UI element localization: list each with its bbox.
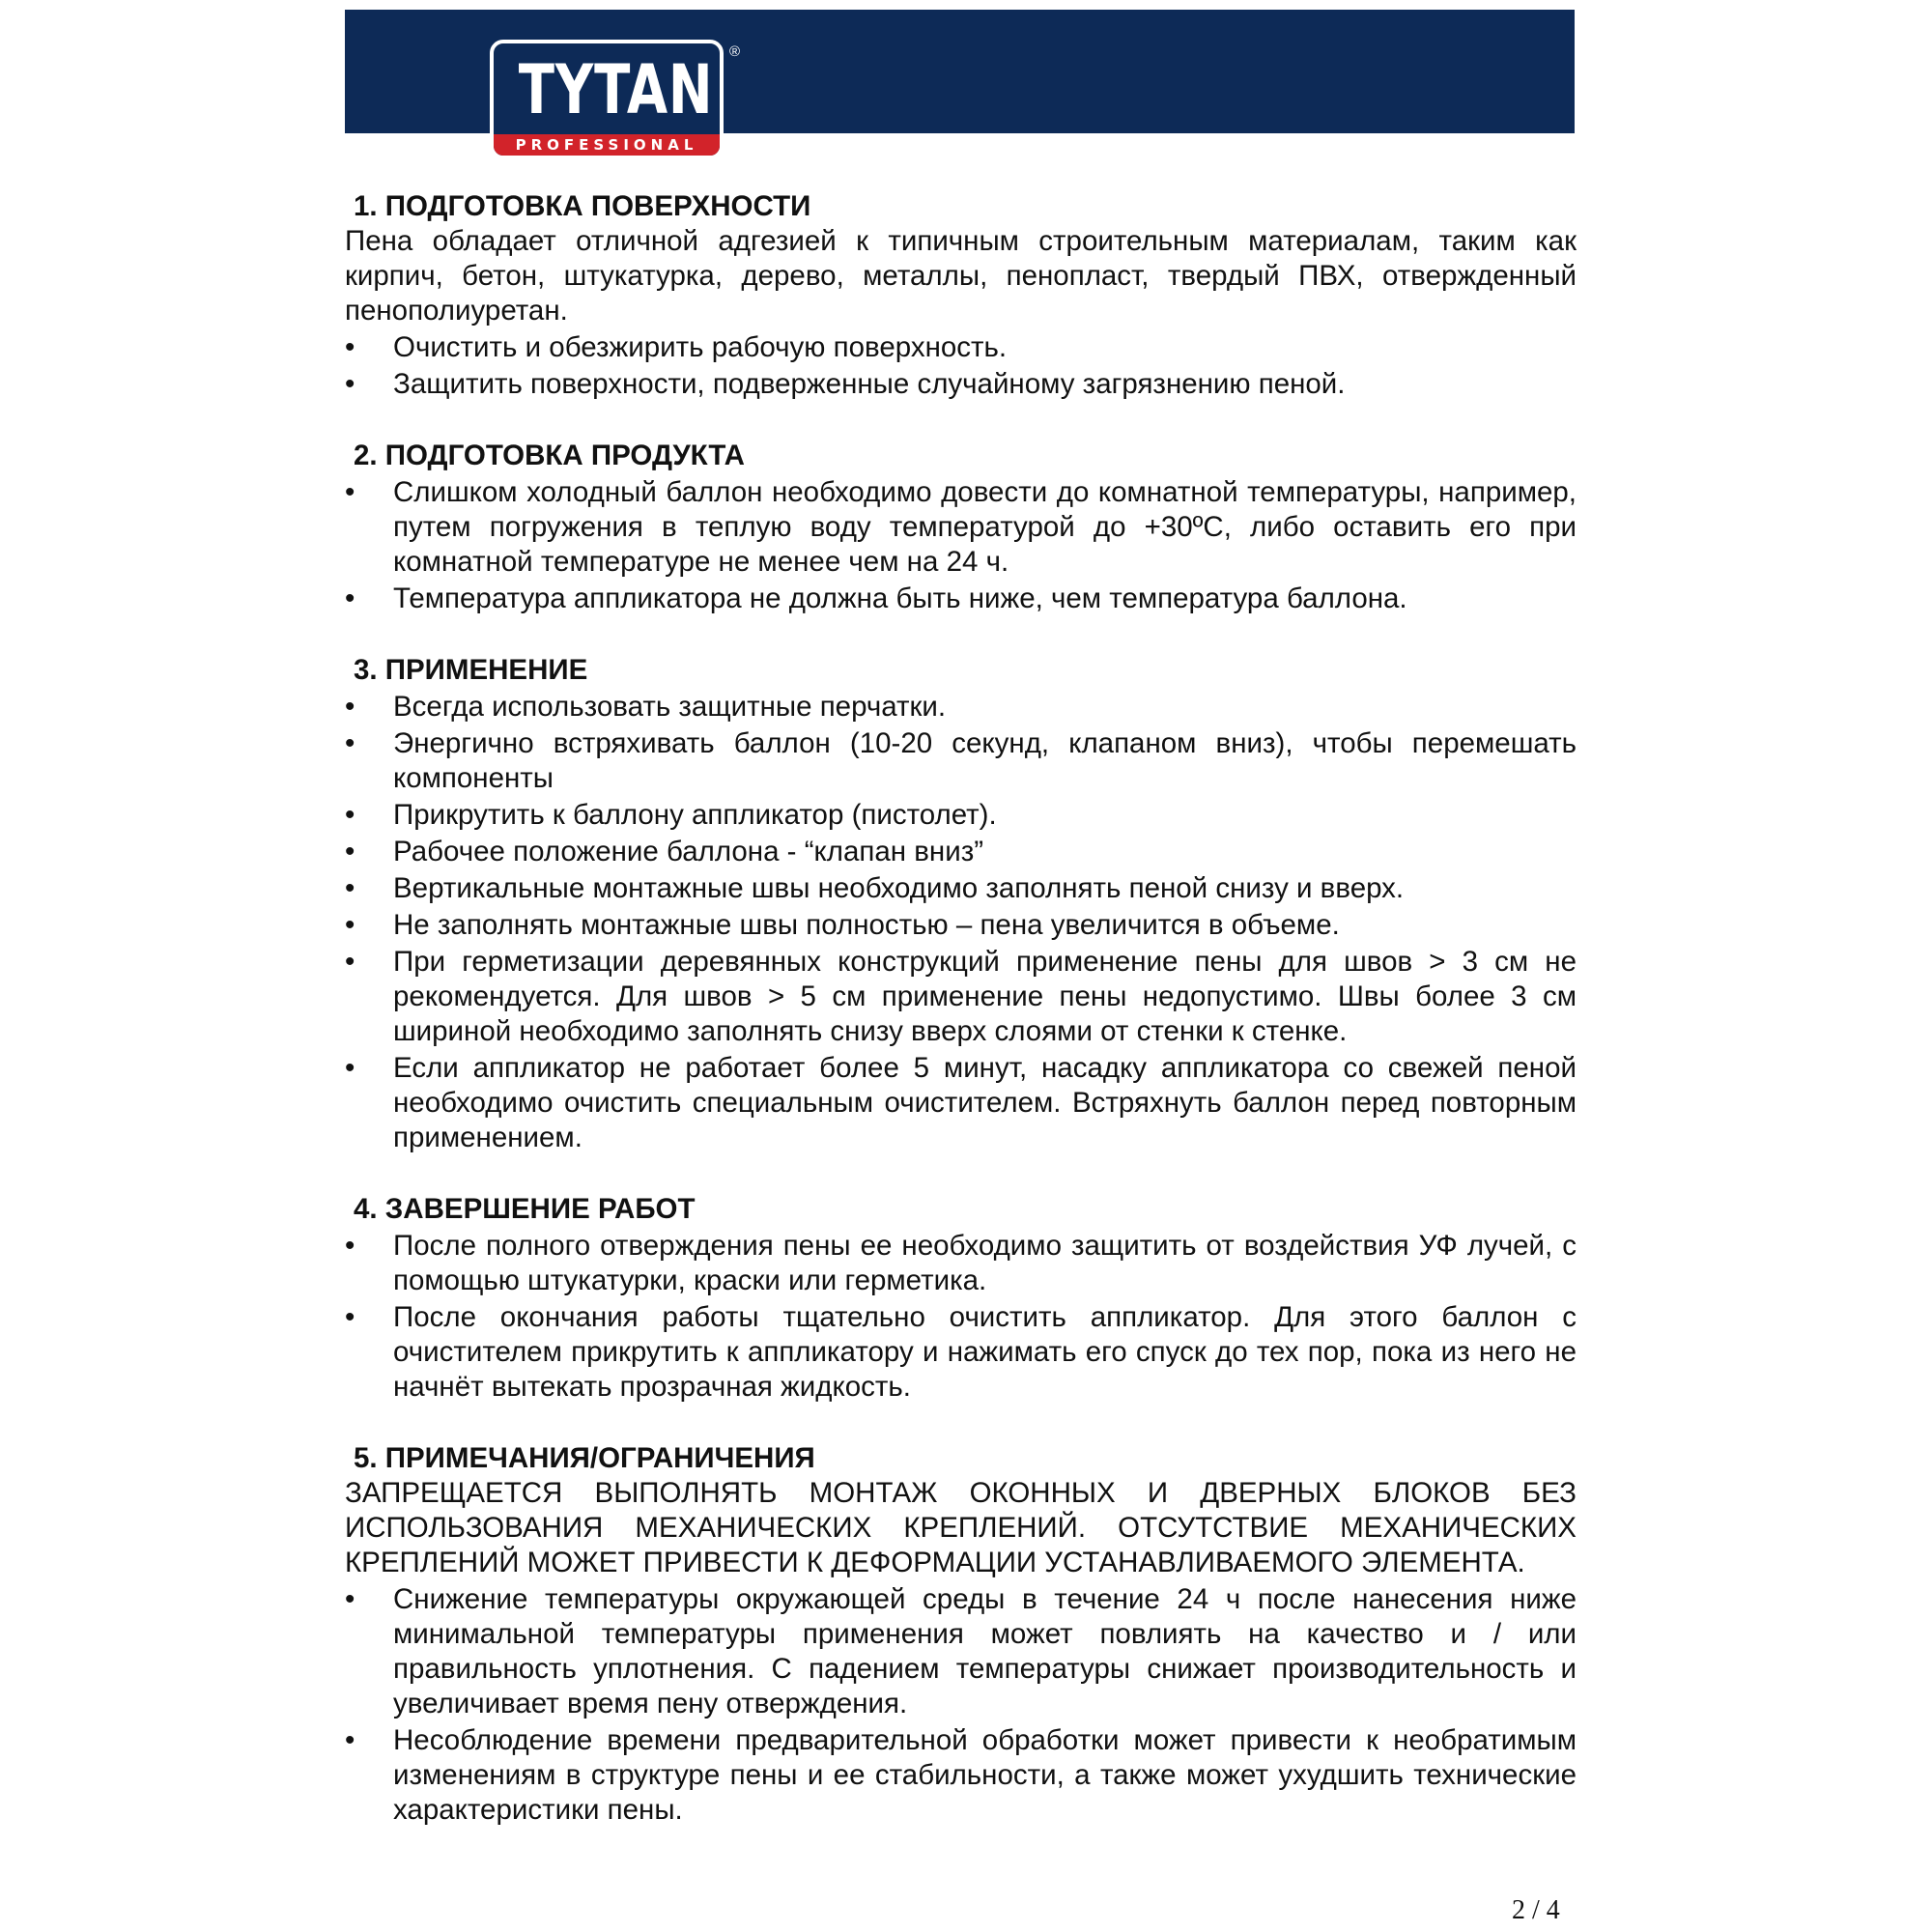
list-item: • Если аппликатор не работает более 5 минут, насадку аппликатора со свежей пеной необходимо очистить специальным очистителем. Встряхнуть баллон перед повторным применением. (345, 1051, 1577, 1155)
section-intro: ЗАПРЕЩАЕТСЯ ВЫПОЛНЯТЬ МОНТАЖ ОКОННЫХ И ДВЕРНЫХ БЛОКОВ БЕЗ ИСПОЛЬЗОВАНИЯ МЕХАНИЧЕСКИХ КРЕПЛЕНИЙ. ОТСУТСТВИЕ МЕХАНИЧЕСКИХ КРЕПЛЕНИЙ МОЖЕТ ПРИВЕСТИ К ДЕФОРМАЦИИ УСТАНАВЛИВАЕМОГО ЭЛЕМЕНТА. (345, 1477, 1577, 1578)
section-surface-prep (345, 188, 1577, 402)
logo-brand-text: TYTAN (518, 50, 714, 129)
list-item: • После окончания работы тщательно очистить аппликатор. Для этого баллон с очистителем прикрутить к аппликатору и нажимать его спуск до тех пор, пока из него не начнёт вытекать прозрачная жидкость. (345, 1300, 1577, 1405)
bullet-list (345, 1582, 1577, 1828)
section-heading: 1. ПОДГОТОВКА ПОВЕРХНОСТИ (354, 190, 811, 222)
logo-plate (490, 40, 724, 159)
bullet-list (345, 475, 1577, 616)
list-item: • Несоблюдение времени предварительной обработки может привести к необратимым изменениям в структуре пены и ее стабильности, а также может ухудшить технические характеристики пены. (345, 1723, 1577, 1828)
document-body (345, 188, 1577, 1863)
list-item: • Снижение температуры окружающей среды в течение 24 ч после нанесения ниже минимальной температуры применения может повлиять на качество и / или правильность уплотнения. С падением температуры снижает производительность и увеличивает время пену отверждения. (345, 1582, 1577, 1721)
list-item: • Энергично встряхивать баллон (10-20 секунд, клапаном вниз), чтобы перемешать компоненты (345, 726, 1577, 796)
list-item: • Прикрутить к баллону аппликатор (пистолет). (345, 798, 1577, 833)
section-notes-limitations (345, 1440, 1577, 1828)
bullet-list (345, 690, 1577, 1155)
section-completion (345, 1191, 1577, 1405)
list-item: • Температура аппликатора не должна быть ниже, чем температура баллона. (345, 582, 1577, 616)
list-item: • Вертикальные монтажные швы необходимо заполнять пеной снизу и вверх. (345, 871, 1577, 906)
list-item: • Очистить и обезжирить рабочую поверхность. (345, 330, 1577, 365)
list-item: • Защитить поверхности, подверженные случайному загрязнению пеной. (345, 367, 1577, 402)
section-product-prep (345, 438, 1577, 616)
logo-sub-text: PROFESSIONAL (494, 134, 720, 156)
list-item: • Слишком холодный баллон необходимо довести до комнатной температуры, например, путем погружения в теплую воду температурой до +30ºC, либо оставить его при комнатной температуре не менее чем на 24 ч. (345, 475, 1577, 580)
section-heading: 2. ПОДГОТОВКА ПРОДУКТА (354, 440, 745, 471)
section-heading: 4. ЗАВЕРШЕНИЕ РАБОТ (354, 1193, 696, 1225)
section-intro: Пена обладает отличной адгезией к типичным строительным материалам, таким как кирпич, бетон, штукатурка, дерево, металлы, пенопласт, твердый ПВХ, отвержденный пенополиуретан. (345, 225, 1577, 327)
list-item: • Рабочее положение баллона - “клапан вниз” (345, 835, 1577, 869)
list-item: • Не заполнять монтажные швы полностью – пена увеличится в объеме. (345, 908, 1577, 943)
list-item: • При герметизации деревянных конструкций применение пены для швов > 3 см не рекомендуется. Для швов > 5 см применение пены недопустимо. Швы более 3 см шириной необходимо заполнять снизу вверх слоями от стенки к стенке. (345, 945, 1577, 1049)
section-heading: 3. ПРИМЕНЕНИЕ (354, 654, 588, 686)
section-heading: 5. ПРИМЕЧАНИЯ/ОГРАНИЧЕНИЯ (354, 1442, 815, 1474)
section-application (345, 652, 1577, 1155)
registered-mark: ® (729, 43, 741, 60)
list-item: • После полного отверждения пены ее необходимо защитить от воздействия УФ лучей, с помощью штукатурки, краски или герметика. (345, 1229, 1577, 1298)
page-number: 2 / 4 (1512, 1895, 1560, 1925)
bullet-list (345, 330, 1577, 402)
tytan-logo (490, 40, 741, 159)
bullet-list (345, 1229, 1577, 1405)
list-item: • Всегда использовать защитные перчатки. (345, 690, 1577, 724)
